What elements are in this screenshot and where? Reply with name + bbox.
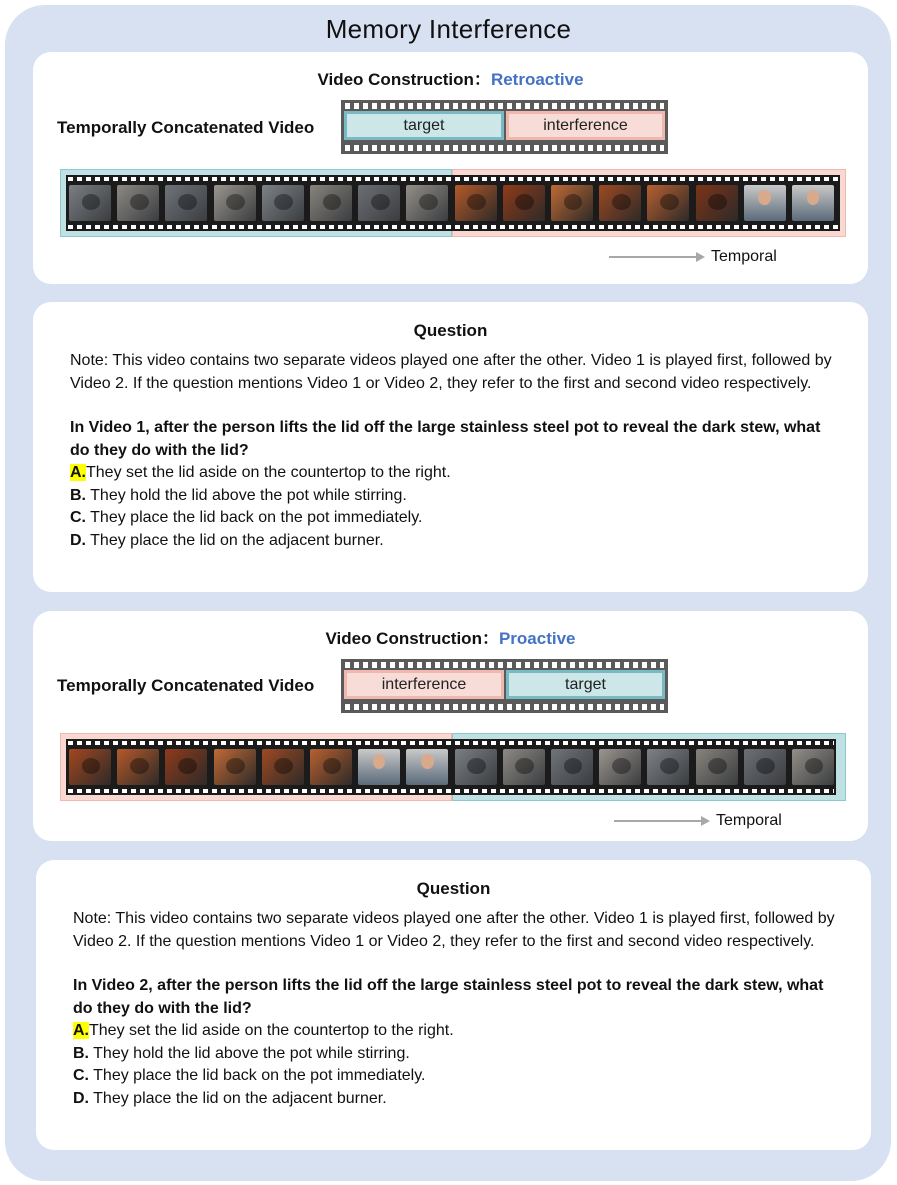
video-construction-card-proactive <box>33 611 868 841</box>
video-construction-label: Video Construction： <box>325 629 499 648</box>
video-frames <box>66 175 840 231</box>
video-frame-thumbnail <box>503 749 545 785</box>
video-frame-thumbnail <box>165 749 207 785</box>
question-card-2 <box>36 860 871 1150</box>
construction-mode: Proactive <box>498 629 576 648</box>
video-frame-thumbnail <box>455 749 497 785</box>
temporal-axis <box>609 248 777 266</box>
option-letter: B. <box>70 486 86 504</box>
video-frame-thumbnail <box>551 185 593 221</box>
option-letter: B. <box>73 1044 89 1062</box>
option-letter-correct: A. <box>70 464 86 481</box>
option-text: They set the lid aside on the countertop to the right. <box>89 1022 454 1039</box>
video-frame-thumbnail <box>744 185 786 221</box>
question-heading: Question <box>413 321 488 340</box>
video-frame-thumbnail <box>165 185 207 221</box>
video-frame-thumbnail <box>696 185 738 221</box>
option-text: They place the lid back on the pot immediately. <box>90 509 423 526</box>
frame-film-strip <box>60 733 846 801</box>
option-c <box>70 507 840 530</box>
film-perforation <box>345 662 664 668</box>
option-text: They place the lid back on the pot immediately. <box>93 1067 426 1084</box>
option-c <box>73 1065 843 1088</box>
option-letter: C. <box>73 1067 89 1084</box>
video-frame-thumbnail <box>744 749 786 785</box>
order-film-strip <box>341 100 668 154</box>
video-frame-thumbnail <box>455 185 497 221</box>
question-text: In Video 2, after the person lifts the lid off the large stainless steel pot to reveal the dark stew, what do they do with the lid? <box>73 977 824 1017</box>
film-perforation <box>68 789 834 793</box>
option-a <box>70 462 840 485</box>
option-text: They set the lid aside on the countertop to the right. <box>86 464 451 481</box>
question-note: Note: This video contains two separate videos played one after the other. Video 1 is played first, followed by Video 2. If the question mentions Video 1 or Video 2, they refer to the first and second video respectively. <box>73 910 835 950</box>
video-frame-thumbnail <box>599 185 641 221</box>
film-perforation <box>68 177 838 181</box>
concatenated-video-label: Temporally Concatenated Video <box>57 676 315 695</box>
option-d <box>70 530 840 553</box>
option-text: They place the lid on the adjacent burner. <box>93 1089 387 1107</box>
interference-block: interference <box>344 670 504 699</box>
question-heading: Question <box>416 879 491 898</box>
concatenated-video-label: Temporally Concatenated Video <box>57 118 315 137</box>
target-block: target <box>506 670 665 699</box>
film-perforation <box>345 704 664 710</box>
video-frames <box>66 739 836 795</box>
video-frame-thumbnail <box>310 749 352 785</box>
question-card-1 <box>33 302 868 592</box>
option-text: They hold the lid above the pot while stirring. <box>90 486 407 504</box>
video-construction-title <box>33 624 868 649</box>
video-frame-thumbnail <box>117 185 159 221</box>
option-letter-correct: A. <box>73 1022 89 1039</box>
video-construction-label: Video Construction： <box>317 70 491 89</box>
video-frame-thumbnail <box>69 185 111 221</box>
main-title: Memory Interference <box>325 14 572 44</box>
answer-options <box>70 462 840 552</box>
question-body <box>73 908 843 1110</box>
frame-film-strip <box>60 169 846 237</box>
film-perforation <box>68 741 834 745</box>
question-note: Note: This video contains two separate videos played one after the other. Video 1 is played first, followed by Video 2. If the question mentions Video 1 or Video 2, they refer to the first and second video respectively. <box>70 352 832 392</box>
video-frame-thumbnail <box>792 749 834 785</box>
film-perforation <box>68 225 838 229</box>
question-body <box>70 350 840 552</box>
video-frame-thumbnail <box>214 185 256 221</box>
order-film-strip <box>341 659 668 713</box>
video-frame-thumbnail <box>214 749 256 785</box>
answer-options <box>73 1020 843 1110</box>
option-d <box>73 1088 843 1111</box>
video-frame-thumbnail <box>503 185 545 221</box>
option-text: They place the lid on the adjacent burner. <box>90 531 384 549</box>
arrow-right-icon <box>609 256 703 258</box>
video-frame-thumbnail <box>358 749 400 785</box>
video-frame-thumbnail <box>647 749 689 785</box>
video-frame-thumbnail <box>406 185 448 221</box>
film-perforation <box>345 103 664 109</box>
video-frame-thumbnail <box>358 185 400 221</box>
option-b <box>73 1043 843 1066</box>
video-construction-title <box>33 65 868 90</box>
option-a <box>73 1020 843 1043</box>
arrow-right-icon <box>614 820 708 822</box>
question-text: In Video 1, after the person lifts the lid off the large stainless steel pot to reveal the dark stew, what do they do with the lid? <box>70 419 821 459</box>
option-text: They hold the lid above the pot while stirring. <box>93 1044 410 1062</box>
temporal-label: Temporal <box>716 812 782 829</box>
video-construction-card-retroactive <box>33 52 868 284</box>
temporal-axis <box>614 812 782 830</box>
video-frame-thumbnail <box>599 749 641 785</box>
video-frame-thumbnail <box>792 185 834 221</box>
video-frame-thumbnail <box>69 749 111 785</box>
video-frame-thumbnail <box>262 185 304 221</box>
temporal-label: Temporal <box>711 248 777 265</box>
option-letter: C. <box>70 509 86 526</box>
video-frame-thumbnail <box>310 185 352 221</box>
video-frame-thumbnail <box>262 749 304 785</box>
video-frame-thumbnail <box>406 749 448 785</box>
option-letter: D. <box>70 531 86 549</box>
option-letter: D. <box>73 1089 89 1107</box>
video-frame-thumbnail <box>117 749 159 785</box>
target-block: target <box>344 111 504 140</box>
video-frame-thumbnail <box>696 749 738 785</box>
film-perforation <box>345 145 664 151</box>
option-b <box>70 485 840 508</box>
video-frame-thumbnail <box>647 185 689 221</box>
interference-block: interference <box>506 111 665 140</box>
construction-mode: Retroactive <box>490 70 584 89</box>
video-frame-thumbnail <box>551 749 593 785</box>
